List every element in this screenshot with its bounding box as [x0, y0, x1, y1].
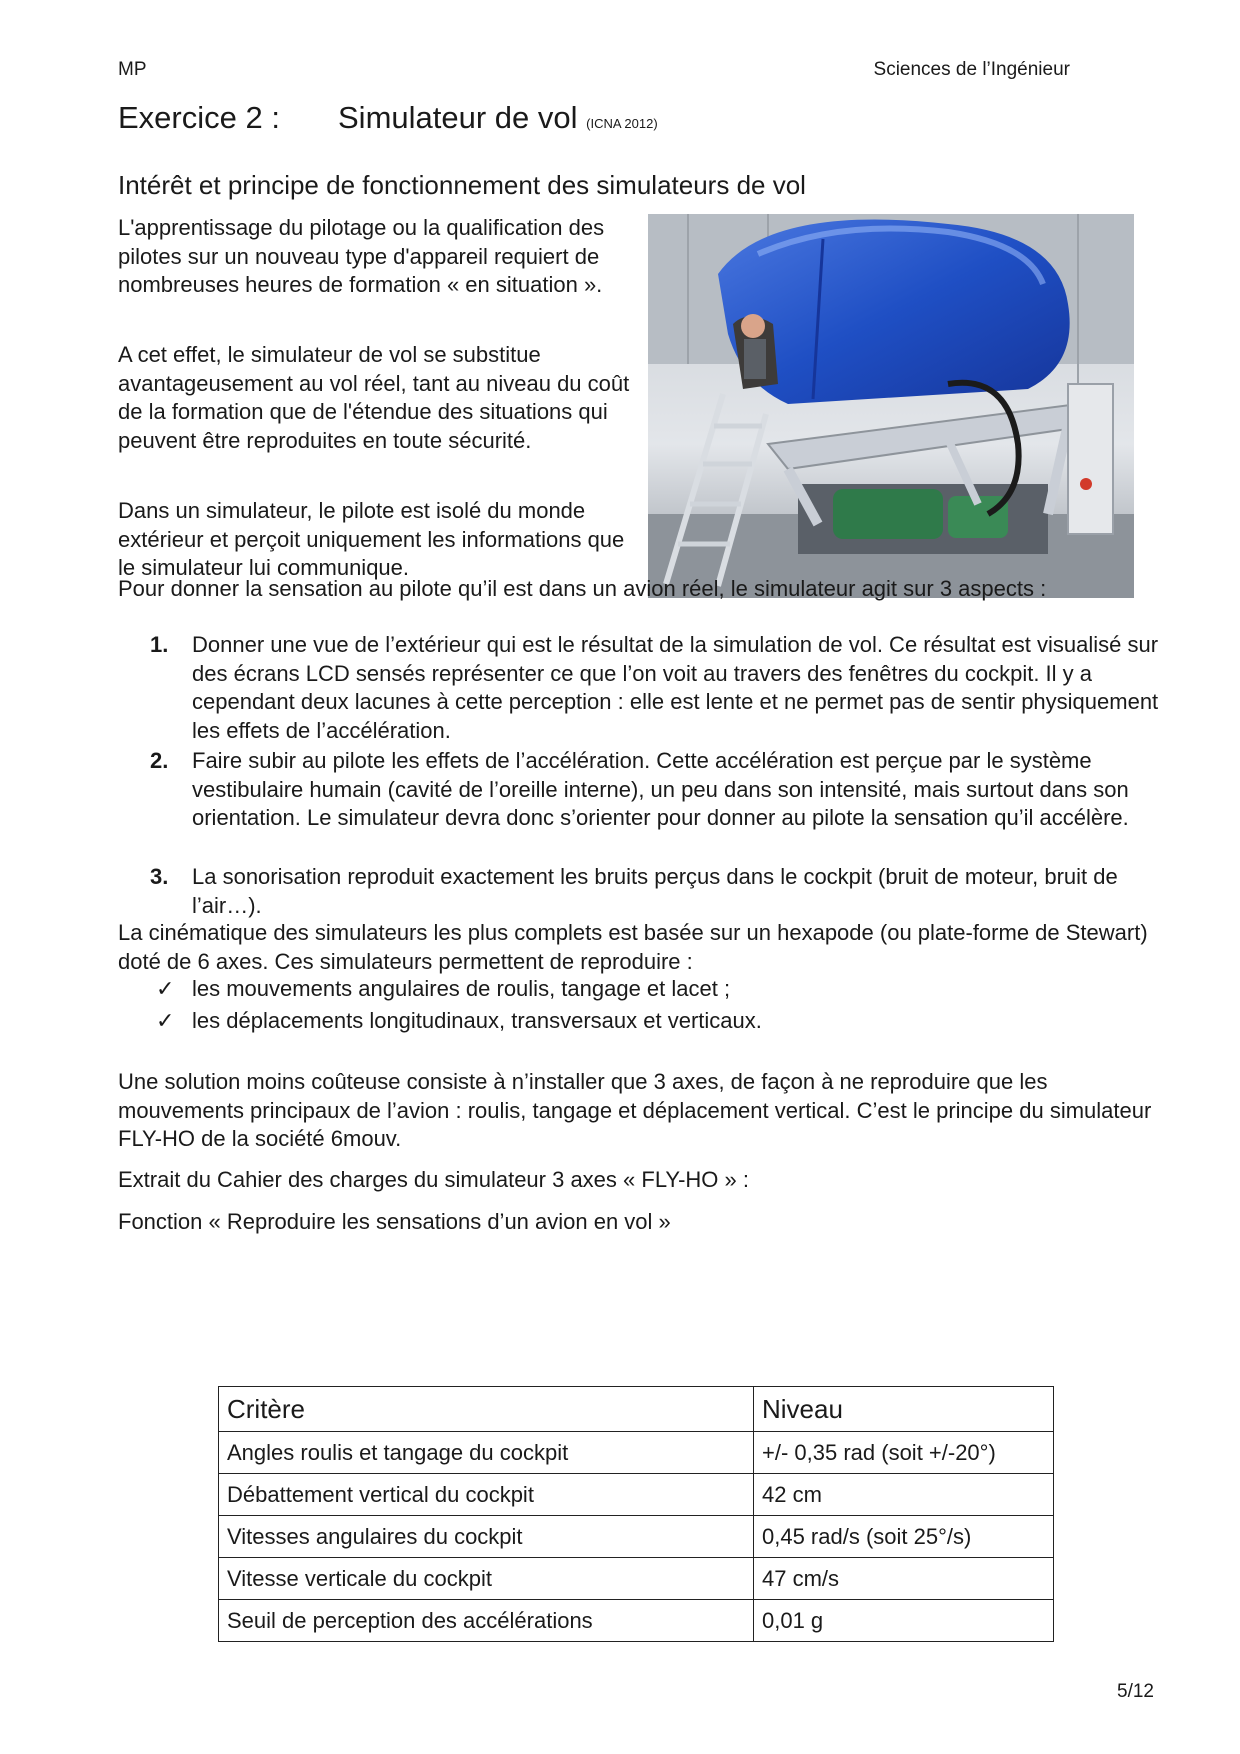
movement-text: les mouvements angulaires de roulis, tangage et lacet ;: [192, 976, 731, 1001]
exercise-label: Exercice 2 :: [118, 100, 280, 135]
aspect-item: [150, 747, 1160, 833]
page-number: 5/12: [1117, 1681, 1154, 1702]
level-cell: 0,01 g: [754, 1600, 1054, 1642]
header-subject: Sciences de l’Ingénieur: [873, 59, 1070, 80]
table-row: [219, 1516, 1054, 1558]
extract-line: Extrait du Cahier des charges du simulateur 3 axes « FLY-HO » :: [118, 1167, 749, 1192]
criterion-cell: Seuil de perception des accélérations: [219, 1600, 754, 1642]
intro-paragraph-1: L'apprentissage du pilotage ou la qualification des pilotes sur un nouveau type d'appareil requiert de nombreuses heures de formation « en situation ».: [118, 215, 605, 297]
check-icon: ✓: [156, 976, 175, 1001]
table-row: [219, 1432, 1054, 1474]
aspect-number: 2.: [150, 748, 169, 773]
aspects-intro: Pour donner la sensation au pilote qu’il est dans un avion réel, le simulateur agit sur 3 aspects :: [118, 576, 1047, 601]
aspect-item: [150, 863, 1160, 920]
level-cell: 47 cm/s: [754, 1558, 1054, 1600]
header-criterion: Critère: [219, 1387, 754, 1432]
level-cell: +/- 0,35 rad (soit +/-20°): [754, 1432, 1054, 1474]
intro-paragraph-2: A cet effet, le simulateur de vol se substitue avantageusement au vol réel, tant au niveau du coût de la formation que de l'étendue des situations qui peuvent être reproduites en toute sécurité.: [118, 342, 630, 453]
aspect-text: Donner une vue de l’extérieur qui est le résultat de la simulation de vol. Ce résultat est visualisé sur des écrans LCD sensés représenter ce que l’on voit au travers des fenêtres du cockpit. Il y a cependant deux lacunes à cette perception : elle est lente et ne permet pas de sentir physiquement les effets de l’accélération.: [192, 632, 1159, 743]
simulator-photo: [648, 214, 1134, 598]
table-row: [219, 1474, 1054, 1516]
exercise-title: Simulateur de vol: [338, 100, 578, 135]
exercise-source: (ICNA 2012): [586, 116, 658, 131]
criterion-cell: Débattement vertical du cockpit: [219, 1474, 754, 1516]
header-level: Niveau: [754, 1387, 1054, 1432]
section-heading: Intérêt et principe de fonctionnement des simulateurs de vol: [118, 170, 806, 200]
movement-item: [150, 1007, 762, 1036]
function-line: Fonction « Reproduire les sensations d’un avion en vol »: [118, 1209, 671, 1234]
page-title: [118, 100, 658, 136]
criterion-cell: Angles roulis et tangage du cockpit: [219, 1432, 754, 1474]
header-course: MP: [118, 59, 147, 80]
aspect-number: 1.: [150, 632, 169, 657]
aspect-text: Faire subir au pilote les effets de l’accélération. Cette accélération est perçue par le système vestibulaire humain (cavité de l’oreille interne), un peu dans son intensité, mais surtout dans son orientation. Le simulateur devra donc s’orienter pour donner au pilote la sensation qu’il accélère.: [192, 748, 1129, 830]
movement-item: [150, 975, 730, 1004]
criterion-cell: Vitesse verticale du cockpit: [219, 1558, 754, 1600]
intro-paragraph-3: Dans un simulateur, le pilote est isolé du monde extérieur et perçoit uniquement les informations que le simulateur lui communique.: [118, 498, 625, 580]
aspect-item: [150, 631, 1160, 745]
spec-table: [218, 1386, 1054, 1642]
level-cell: 0,45 rad/s (soit 25°/s): [754, 1516, 1054, 1558]
aspect-number: 3.: [150, 864, 169, 889]
table-header-row: [219, 1387, 1054, 1432]
movement-text: les déplacements longitudinaux, transversaux et verticaux.: [192, 1008, 762, 1033]
criterion-cell: Vitesses angulaires du cockpit: [219, 1516, 754, 1558]
aspect-text: La sonorisation reproduit exactement les bruits perçus dans le cockpit (bruit de moteur, bruit de l’air…).: [192, 864, 1118, 918]
kinematics-paragraph: La cinématique des simulateurs les plus complets est basée sur un hexapode (ou plate-forme de Stewart) doté de 6 axes. Ces simulateurs permettent de reproduire :: [118, 920, 1148, 974]
solution-paragraph: Une solution moins coûteuse consiste à n’installer que 3 axes, de façon à ne reproduire que les mouvements principaux de l’avion : roulis, tangage et déplacement vertical. C’est le principe du simulateur FLY-HO de la société 6mouv.: [118, 1069, 1152, 1151]
table-row: [219, 1600, 1054, 1642]
level-cell: 42 cm: [754, 1474, 1054, 1516]
table-row: [219, 1558, 1054, 1600]
check-icon: ✓: [156, 1008, 175, 1033]
